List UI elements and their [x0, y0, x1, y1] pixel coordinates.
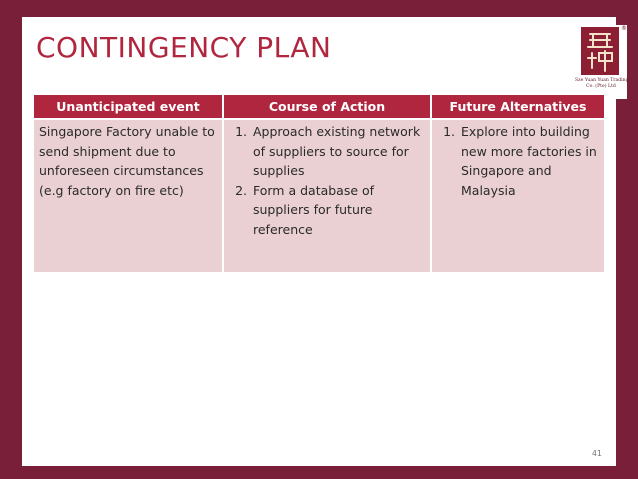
cell-actions	[223, 119, 431, 272]
list-item: 1. Approach existing network of suppliers to source for supplies	[251, 122, 425, 181]
contingency-table	[34, 95, 604, 272]
table-header-row	[34, 95, 604, 119]
logo-caption-line1: Sze Yuan Yuan Trading	[575, 78, 629, 83]
header-course-of-action: Course of Action	[223, 95, 431, 119]
page-number: 41	[591, 449, 602, 458]
logo-caption-line2: Co. (Pte) Ltd	[586, 83, 616, 89]
slide-title: CONTINGENCY PLAN	[36, 31, 332, 64]
registered-mark: ®	[621, 25, 627, 32]
slide	[22, 17, 629, 466]
company-logo	[575, 25, 627, 99]
logo-calligraphy-icon	[581, 27, 619, 75]
list-item: 1. Explore into building new more factories in Singapore and Malaysia	[459, 122, 599, 200]
header-future-alternatives: Future Alternatives	[431, 95, 604, 119]
table-row	[34, 119, 604, 272]
cell-alternatives	[431, 119, 604, 272]
actions-list	[229, 122, 425, 239]
cell-event: Singapore Factory unable to send shipment due to unforeseen circumstances (e.g factory on fire etc)	[34, 119, 223, 272]
header-unanticipated-event: Unanticipated event	[34, 95, 223, 119]
logo-caption	[575, 78, 627, 89]
alternatives-list	[437, 122, 599, 200]
list-item: 2. Form a database of suppliers for future reference	[251, 181, 425, 240]
logo-seal	[581, 27, 619, 75]
